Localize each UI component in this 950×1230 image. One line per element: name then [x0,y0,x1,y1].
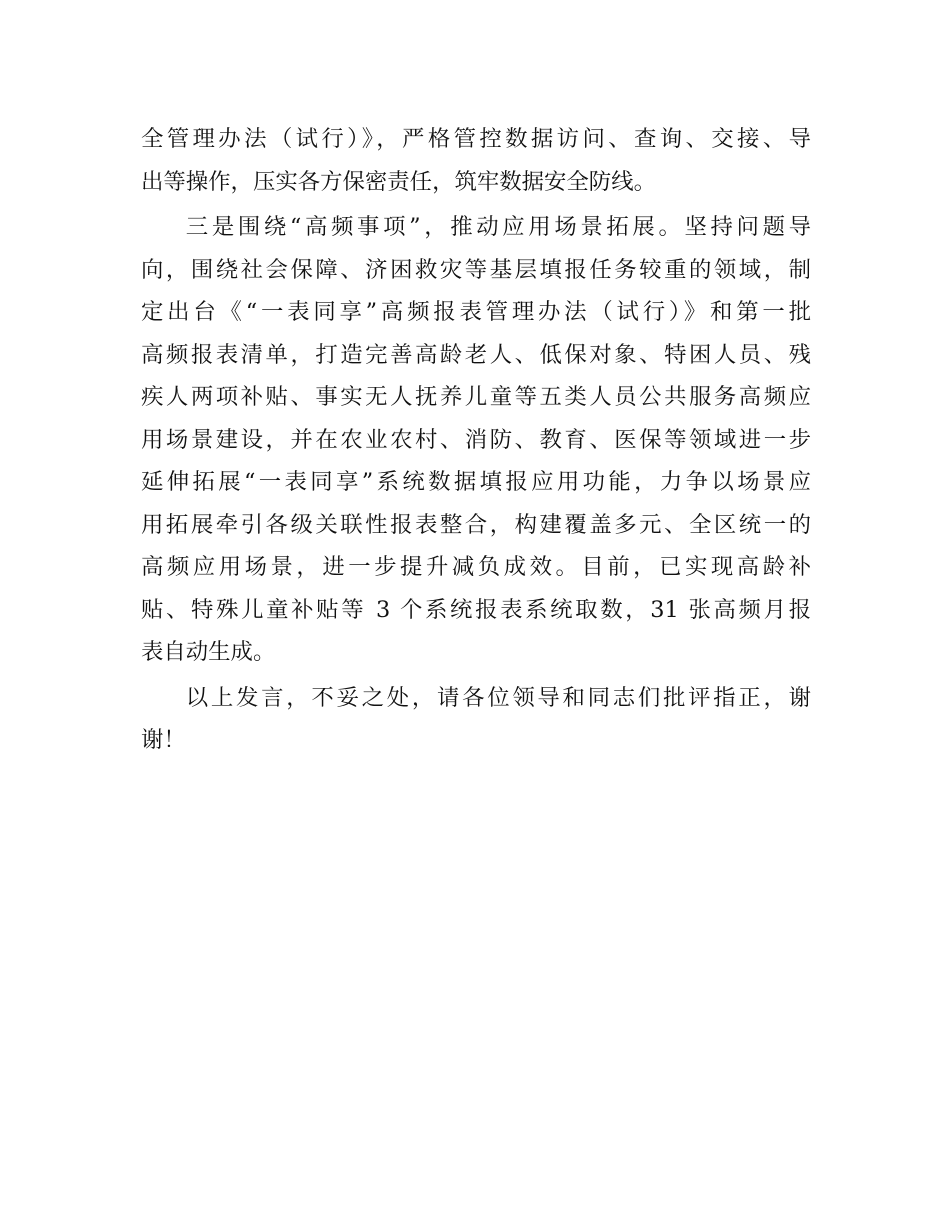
paragraph-high-frequency-items [141,206,811,674]
text-line: 延伸拓展“一表同享”系统数据填报应用功能，力争以场景应 [141,469,811,495]
text-line: 出等操作，压实各方保密责任，筑牢数据安全防线。 [141,168,656,195]
text-line: 向，围绕社会保障、济困救灾等基层填报任务较重的领域，制 [141,256,811,283]
paragraph-data-security [141,118,811,203]
text-line: 以上发言，不妥之处，请各位领导和同志们批评指正，谢 [185,684,811,711]
text-line: 三是围绕“高频事项”，推动应用场景拓展。坚持问题导 [185,214,811,240]
text-line: 表自动生成。 [141,639,276,665]
text-line: 高频应用场景，进一步提升减负成效。目前，已实现高龄补 [141,554,811,580]
paragraph-closing-remarks [141,677,811,762]
text-line: 高频报表清单，打造完善高龄老人、低保对象、特困人员、残 [141,341,811,368]
text-line: 贴、特殊儿童补贴等 3 个系统报表系统取数，31 张高频月报 [141,596,811,623]
text-line: 定出台《“一表同享”高频报表管理办法（试行）》和第一批 [141,299,811,325]
body-text [141,118,811,762]
text-line: 谢！ [141,727,186,753]
text-line: 疾人两项补贴、事实无人抚养儿童等五类人员公共服务高频应 [141,384,811,410]
text-line: 用场景建设，并在农业农村、消防、教育、医保等领域进一步 [141,426,811,453]
text-line: 全管理办法（试行）》，严格管控数据访问、查询、交接、导 [141,126,811,152]
text-line: 用拓展牵引各级关联性报表整合，构建覆盖多元、全区统一的 [141,511,811,538]
